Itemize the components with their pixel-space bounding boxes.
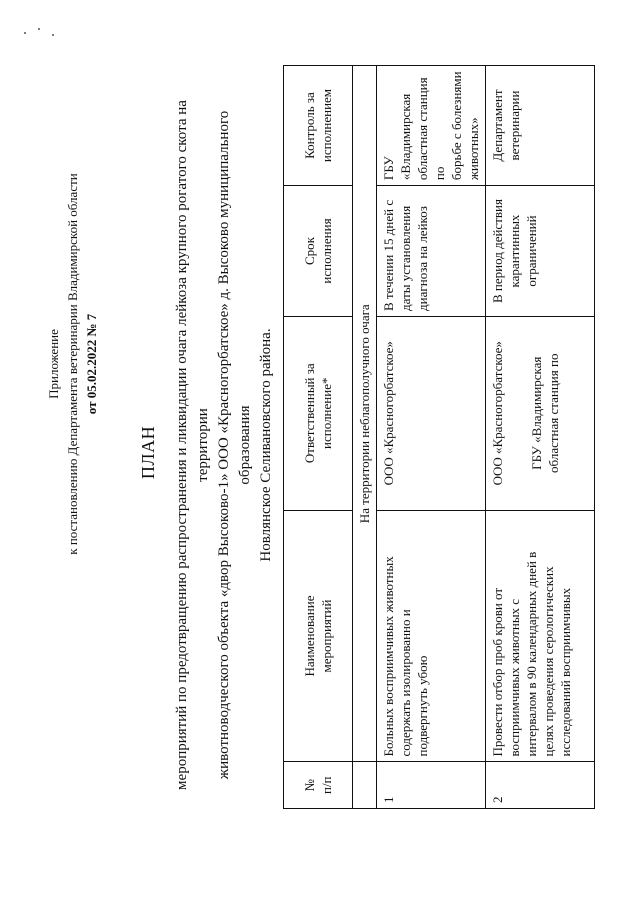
row-responsible-line: ООО «Красногорбатское» [490,341,505,486]
row-control-line: ГБУ «Владимирская [381,93,413,181]
header-num-line: п/п [319,776,334,795]
header-responsible [284,316,353,510]
header-name-line: Наименование [302,595,317,677]
plan-table [283,65,595,809]
row-control-line: борьбе с болезнями [449,71,464,181]
header-control [284,66,353,186]
header-name-line: мероприятий [319,599,334,673]
header-term [284,186,353,317]
row-term [486,186,595,317]
row-num: 1 [377,762,486,809]
row-control [486,66,595,186]
row-name-line: интервалом в 90 календарных дней в [524,551,539,757]
row-num: 2 [486,762,595,809]
decree-reference: к постановлению Департамента ветеринарии Владимирской области [65,173,80,555]
row-term-line: карантинных [507,214,522,288]
row-control-line: Департамент [490,89,505,162]
row-name-line: исследований восприимчивых [558,587,573,757]
row-name [486,510,595,762]
row-name-line: целях проведения серологических [541,566,556,757]
subtitle-line-1: мероприятий по предотвращению распространения и ликвидации очага лейкоза крупного рогатого скота на территории [174,100,211,790]
header-num [284,762,353,809]
header-control-line: Контроль за [302,92,317,159]
section-title: На территории неблагополучного очага [353,66,377,763]
row-name-line: Больных восприимчивых животных [381,556,396,757]
row-control-line: областная станция по [415,77,447,181]
subtitle-line-3: Новлянское Селивановского района. [258,328,274,562]
row-name-line: восприимчивых животных с [507,598,522,757]
header-term-line: исполнения [319,218,334,284]
header-term-line: Срок [302,237,317,266]
row-term [377,186,486,317]
row-name [377,510,486,762]
header-responsible-line: Ответственный за [302,363,317,464]
row-responsible [486,316,595,510]
row-responsible-line: ГБУ «Владимирская [529,356,544,470]
appendix-label: Приложение [46,329,61,399]
row-name-line: подвергнуть убою [415,655,430,757]
table-row [486,66,595,809]
row-term-line: В период действия [490,199,505,303]
header-name [284,510,353,762]
row-control-line: ветеринарии [507,90,522,161]
header-control-line: исполнением [319,88,334,163]
plan-subtitle [172,81,277,809]
table-row [377,66,486,809]
row-control-line: животных» [466,117,481,181]
row-control [377,66,486,186]
row-responsible-secondary [528,322,562,505]
row-term-line: ограничений [524,215,539,287]
row-term-line: даты установления [398,205,413,311]
row-responsible-line: ООО «Красногорбатское» [381,341,396,486]
subtitle-line-2: животноводческого объекта «двор Высоково-1» ООО «Красногорбатское» д. Высоково муниципального образования [216,110,253,780]
header-responsible-line: исполнение* [319,377,334,449]
appendix-header [44,84,101,644]
row-responsible [377,316,486,510]
header-num-line: № [302,779,317,792]
table-header-row [284,66,353,809]
page-title: ПЛАН [138,425,158,480]
row-name-line: Провести отбор проб крови от [490,587,505,757]
decree-date-number: от 05.02.2022 № 7 [84,313,99,415]
row-term-line: В течении 15 дней с [381,199,396,311]
section-num-cell [353,762,377,809]
row-name-line: содержать изолированно и [398,609,413,757]
section-row [353,66,377,809]
row-term-line: диагноза на лейкоз [415,206,430,311]
row-responsible-line: областная станция по [546,353,561,473]
